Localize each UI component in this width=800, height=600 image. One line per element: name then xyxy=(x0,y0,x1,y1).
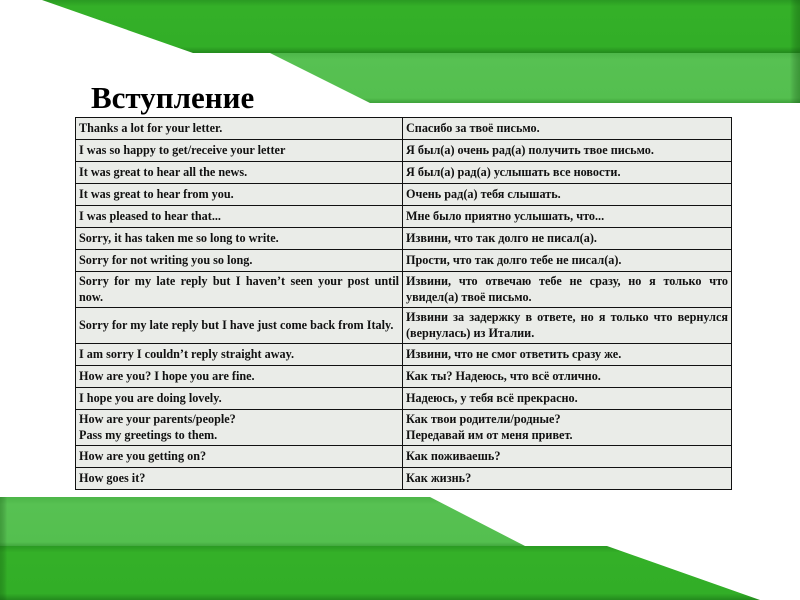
english-phrase: Sorry for not writing you so long. xyxy=(76,250,403,272)
russian-phrase: Я был(а) очень рад(а) получить твое письмо. xyxy=(403,140,732,162)
english-phrase xyxy=(76,410,403,446)
russian-phrase: Извини за задержку в ответе, но я только что вернулся (вернулась) из Италии. xyxy=(403,308,732,344)
table-row xyxy=(76,184,732,206)
russian-phrase: Как ты? Надеюсь, что всё отлично. xyxy=(403,366,732,388)
table-row xyxy=(76,140,732,162)
table-row xyxy=(76,446,732,468)
russian-phrase: Очень рад(а) тебя слышать. xyxy=(403,184,732,206)
english-phrase-line: How are your parents/people? xyxy=(79,412,236,426)
table-row xyxy=(76,228,732,250)
english-phrase: How goes it? xyxy=(76,468,403,490)
english-phrase: It was great to hear from you. xyxy=(76,184,403,206)
english-phrase: I hope you are doing lovely. xyxy=(76,388,403,410)
table-row xyxy=(76,162,732,184)
english-phrase-line: Pass my greetings to them. xyxy=(79,428,218,442)
english-phrase: I am sorry I couldn’t reply straight away. xyxy=(76,344,403,366)
russian-phrase-line: Передавай им от меня привет. xyxy=(406,428,573,442)
english-phrase: Sorry for my late reply but I haven’t seen your post until now. xyxy=(76,272,403,308)
russian-phrase: Я был(а) рад(а) услышать все новости. xyxy=(403,162,732,184)
russian-phrase: Надеюсь, у тебя всё прекрасно. xyxy=(403,388,732,410)
russian-phrase: Мне было приятно услышать, что... xyxy=(403,206,732,228)
slide-title: Вступление xyxy=(91,80,255,115)
table-row xyxy=(76,272,732,308)
table-row xyxy=(76,250,732,272)
russian-phrase: Извини, что так долго не писал(а). xyxy=(403,228,732,250)
english-phrase: I was pleased to hear that... xyxy=(76,206,403,228)
english-phrase: Sorry for my late reply but I have just come back from Italy. xyxy=(76,308,403,344)
russian-phrase-line: Как твои родители/родные? xyxy=(406,412,561,426)
table-row xyxy=(76,388,732,410)
table-row xyxy=(76,206,732,228)
russian-phrase: Извини, что отвечаю тебе не сразу, но я только что увидел(а) твоё письмо. xyxy=(403,272,732,308)
russian-phrase: Прости, что так долго тебе не писал(а). xyxy=(403,250,732,272)
english-phrase: How are you getting on? xyxy=(76,446,403,468)
english-phrase: It was great to hear all the news. xyxy=(76,162,403,184)
table-row xyxy=(76,344,732,366)
english-phrase: Sorry, it has taken me so long to write. xyxy=(76,228,403,250)
table-row xyxy=(76,118,732,140)
russian-phrase: Извини, что не смог ответить сразу же. xyxy=(403,344,732,366)
russian-phrase: Как жизнь? xyxy=(403,468,732,490)
table-row xyxy=(76,308,732,344)
russian-phrase: Как поживаешь? xyxy=(403,446,732,468)
table-row xyxy=(76,468,732,490)
english-phrase: How are you? I hope you are fine. xyxy=(76,366,403,388)
table-row xyxy=(76,366,732,388)
russian-phrase: Спасибо за твоё письмо. xyxy=(403,118,732,140)
english-phrase: Thanks a lot for your letter. xyxy=(76,118,403,140)
english-phrase: I was so happy to get/receive your letter xyxy=(76,140,403,162)
table-row xyxy=(76,410,732,446)
phrases-table xyxy=(75,117,732,490)
russian-phrase xyxy=(403,410,732,446)
top-dark-band xyxy=(42,0,800,53)
